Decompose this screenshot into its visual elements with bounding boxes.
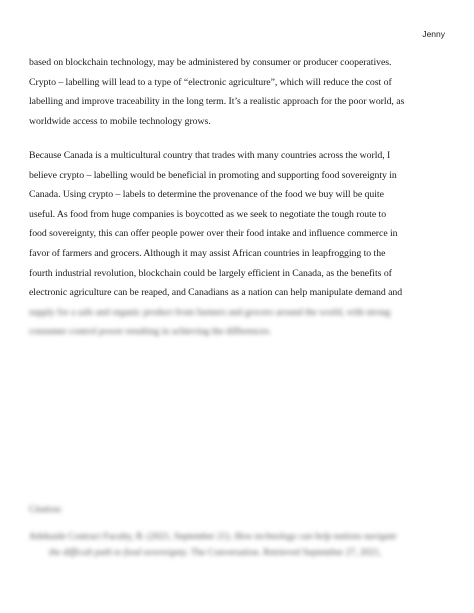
paragraph-line: Crypto – labelling will lead to a type of “electronic agriculture”, which will reduce the cost of: [29, 76, 392, 88]
paragraph-line: food sovereignty, this can offer people power over their food intake and influence commerce in: [29, 228, 398, 240]
citation-heading: Citation:: [29, 505, 63, 515]
paragraph-line: fourth industrial revolution, blockchain could be largely efficient in Canada, as the benefits of: [29, 267, 392, 279]
citation-author: Adekunle Contract Faculty, B. (2021, September 21).: [29, 532, 233, 542]
citation-title-italic: How technology can help nations navigate: [234, 532, 397, 542]
paragraph-line: useful. As food from huge companies is boycotted as we seek to negotiate the tough route to: [29, 208, 387, 220]
paragraph-line: labelling and improve traceability in the long term. It’s a realistic approach for the poor world, as: [29, 96, 405, 108]
citation-source: The Conversation. Retrieved September 27, 2021,: [190, 548, 382, 558]
paragraph-line: electronic agriculture can be reaped, and Canadians as a nation can help manipulate demand and: [29, 287, 403, 299]
paragraph-line: Because Canada is a multicultural country that trades with many countries across the world, I: [29, 150, 391, 161]
paragraph-line-blurred: supply for a safe and organic product from farmers and grocers around the world, with strong: [29, 306, 391, 318]
paragraph-line: based on blockchain technology, may be administered by consumer or producer cooperatives.: [29, 57, 392, 68]
paragraph-line: believe crypto – labelling would be beneficial in promoting and supporting food sovereignty in: [29, 169, 397, 181]
paragraph-line: favor of farmers and grocers. Although it may assist African countries in leapfrogging to the: [29, 247, 386, 259]
citation-line-1: [29, 529, 449, 545]
citation-title-italic-cont: the difficult path to food sovereignty.: [49, 548, 189, 558]
citation-line-2: [29, 545, 449, 561]
paragraph-line: worldwide access to mobile technology grows.: [29, 115, 211, 127]
paragraph-1: [29, 53, 454, 131]
header-author-name: Jenny: [422, 29, 445, 39]
citation-entry: [29, 529, 449, 561]
paragraph-line: Canada. Using crypto – labels to determine the provenance of the food we buy will be quite: [29, 189, 384, 201]
paragraph-2: [29, 146, 454, 342]
paragraph-line-blurred: consumer control power resulting in achieving the differences.: [29, 326, 272, 338]
